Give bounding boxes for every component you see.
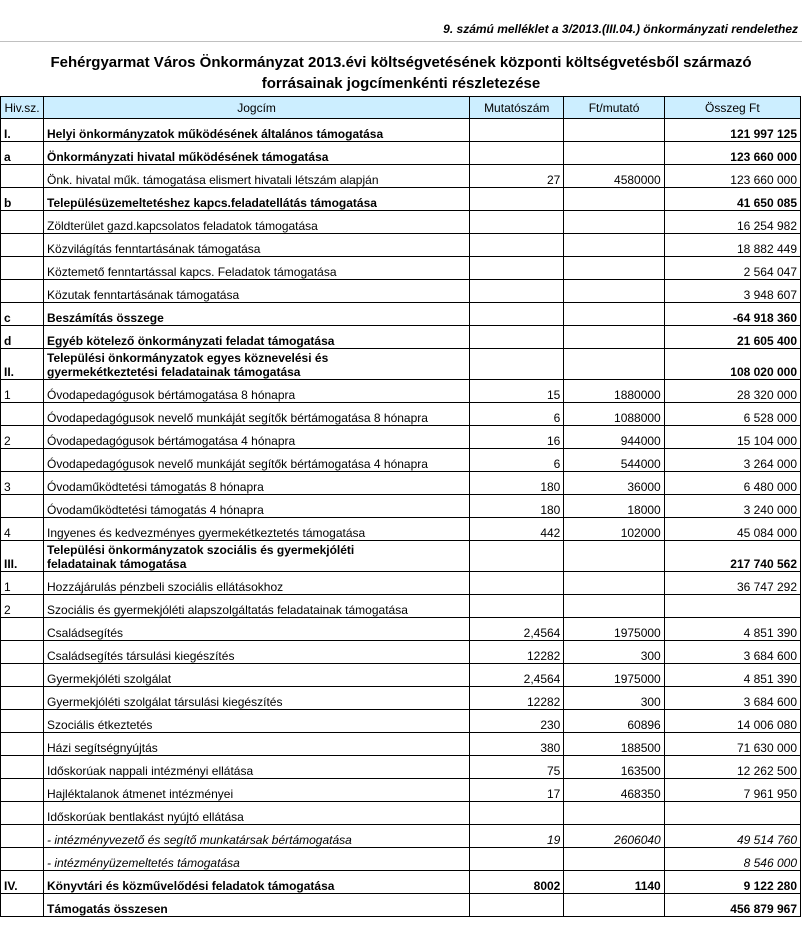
row-id: [1, 825, 44, 848]
table-row: [1, 495, 801, 518]
row-id: [1, 848, 44, 871]
row-label-line: Helyi önkormányzatok működésének általános támogatása: [47, 127, 384, 141]
row-osszeg: 2 564 047: [664, 257, 800, 280]
row-label-line: Óvodapedagógusok nevelő munkáját segítők bértámogatása 4 hónapra: [47, 457, 428, 471]
row-id: [1, 779, 44, 802]
row-label-line: Hozzájárulás pénzbeli szociális ellátásokhoz: [47, 580, 284, 594]
row-mutatoszam: [470, 257, 564, 280]
row-label-line: Gyermekjóléti szolgálat társulási kiegészítés: [47, 695, 283, 709]
row-label-line: - intézményüzemeltetés támogatása: [47, 856, 240, 870]
row-label-line: Családsegítés: [47, 626, 124, 640]
row-ft-mutato: 60896: [564, 710, 664, 733]
row-mutatoszam: 2,4564: [470, 664, 564, 687]
row-osszeg: 41 650 085: [664, 188, 800, 211]
row-id: [1, 618, 44, 641]
row-id: [1, 165, 44, 188]
row-osszeg: -64 918 360: [664, 303, 800, 326]
row-label: [44, 403, 470, 426]
table-row: [1, 572, 801, 595]
row-osszeg: 121 997 125: [664, 119, 800, 142]
row-mutatoszam: 180: [470, 495, 564, 518]
row-osszeg: 3 684 600: [664, 641, 800, 664]
row-id: III.: [1, 541, 44, 572]
table-row: [1, 188, 801, 211]
row-label: [44, 119, 470, 142]
row-ft-mutato: [564, 234, 664, 257]
row-label: [44, 426, 470, 449]
reference-text: 9. számú melléklet a 3/2013.(III.04.) önkormányzati rendelethez: [443, 22, 798, 36]
divider: [0, 41, 802, 42]
row-ft-mutato: [564, 257, 664, 280]
row-mutatoszam: [470, 848, 564, 871]
row-ft-mutato: [564, 848, 664, 871]
row-label-line: Óvodaműködtetési támogatás 8 hónapra: [47, 480, 264, 494]
row-label: [44, 211, 470, 234]
row-osszeg: [664, 802, 800, 825]
table-row: [1, 733, 801, 756]
header-jogcim: Jogcím: [44, 97, 470, 119]
reference-header: [0, 0, 802, 42]
row-label: [44, 871, 470, 894]
row-osszeg: 123 660 000: [664, 142, 800, 165]
row-id: 4: [1, 518, 44, 541]
row-id: [1, 211, 44, 234]
row-mutatoszam: 6: [470, 449, 564, 472]
row-label: [44, 518, 470, 541]
table-row: [1, 142, 801, 165]
title-line-2: forrásainak jogcímenkénti részletezése: [261, 75, 541, 92]
row-label-line: Közutak fenntartásának támogatása: [47, 288, 240, 302]
row-mutatoszam: [470, 326, 564, 349]
row-label: [44, 449, 470, 472]
row-ft-mutato: 2606040: [564, 825, 664, 848]
row-id: 2: [1, 426, 44, 449]
table-row: [1, 541, 801, 572]
row-id: [1, 710, 44, 733]
row-label: [44, 802, 470, 825]
row-osszeg: 18 882 449: [664, 234, 800, 257]
row-mutatoszam: 2,4564: [470, 618, 564, 641]
row-osszeg: 12 262 500: [664, 756, 800, 779]
row-ft-mutato: [564, 211, 664, 234]
row-ft-mutato: [564, 572, 664, 595]
row-label-line: Zöldterület gazd.kapcsolatos feladatok támogatása: [47, 219, 318, 233]
row-osszeg: 4 851 390: [664, 664, 800, 687]
row-id: c: [1, 303, 44, 326]
row-id: [1, 495, 44, 518]
row-label-line: Köztemető fenntartással kapcs. Feladatok támogatása: [47, 265, 337, 279]
row-mutatoszam: 15: [470, 380, 564, 403]
row-id: [1, 687, 44, 710]
row-label: [44, 848, 470, 871]
row-id: II.: [1, 349, 44, 380]
row-id: d: [1, 326, 44, 349]
table-row: [1, 518, 801, 541]
table-row: [1, 664, 801, 687]
row-ft-mutato: 1975000: [564, 618, 664, 641]
row-ft-mutato: [564, 541, 664, 572]
row-mutatoszam: [470, 572, 564, 595]
row-id: [1, 257, 44, 280]
row-label-line: Időskorúak bentlakást nyújtó ellátása: [47, 810, 244, 824]
row-ft-mutato: 163500: [564, 756, 664, 779]
row-mutatoszam: 12282: [470, 641, 564, 664]
table-row: [1, 211, 801, 234]
row-label-line: Időskorúak nappali intézményi ellátása: [47, 764, 254, 778]
row-osszeg: 15 104 000: [664, 426, 800, 449]
row-id: b: [1, 188, 44, 211]
row-ft-mutato: [564, 142, 664, 165]
row-osszeg: [664, 595, 800, 618]
row-label: [44, 188, 470, 211]
row-label-line: Óvodapedagógusok nevelő munkáját segítők bértámogatása 8 hónapra: [47, 411, 428, 425]
row-osszeg: 21 605 400: [664, 326, 800, 349]
row-mutatoszam: 12282: [470, 687, 564, 710]
row-label-line-2: gyermekétkeztetési feladatainak támogatása: [47, 365, 301, 379]
table-row: [1, 257, 801, 280]
row-osszeg: 3 684 600: [664, 687, 800, 710]
row-ft-mutato: [564, 280, 664, 303]
row-label: [44, 687, 470, 710]
table-row: [1, 472, 801, 495]
row-label: [44, 349, 470, 380]
row-mutatoszam: 230: [470, 710, 564, 733]
row-label-line: Egyéb kötelező önkormányzati feladat támogatása: [47, 334, 335, 348]
row-label-line: Önk. hivatal műk. támogatása elismert hivatali létszám alapján: [47, 173, 379, 187]
row-osszeg: 7 961 950: [664, 779, 800, 802]
row-osszeg: 3 264 000: [664, 449, 800, 472]
row-label: [44, 380, 470, 403]
row-mutatoszam: [470, 188, 564, 211]
row-osszeg: 6 528 000: [664, 403, 800, 426]
row-ft-mutato: [564, 595, 664, 618]
row-osszeg: 4 851 390: [664, 618, 800, 641]
row-osszeg: 36 747 292: [664, 572, 800, 595]
row-ft-mutato: 102000: [564, 518, 664, 541]
row-label-line: Házi segítségnyújtás: [47, 741, 158, 755]
row-ft-mutato: [564, 188, 664, 211]
table-row: [1, 894, 801, 917]
row-mutatoszam: 442: [470, 518, 564, 541]
row-ft-mutato: 1975000: [564, 664, 664, 687]
row-id: [1, 733, 44, 756]
row-ft-mutato: 188500: [564, 733, 664, 756]
row-mutatoszam: [470, 595, 564, 618]
row-osszeg: 123 660 000: [664, 165, 800, 188]
row-label: [44, 165, 470, 188]
table-row: [1, 710, 801, 733]
row-osszeg: 16 254 982: [664, 211, 800, 234]
table-row: [1, 687, 801, 710]
row-ft-mutato: 1140: [564, 871, 664, 894]
row-label: [44, 641, 470, 664]
row-label: [44, 894, 470, 917]
row-osszeg: 71 630 000: [664, 733, 800, 756]
row-label: [44, 618, 470, 641]
row-label-line: Támogatás összesen: [47, 902, 168, 916]
row-mutatoszam: [470, 211, 564, 234]
title-line-1: Fehérgyarmat Város Önkormányzat 2013.évi költségvetésének központi költségvetésből származó: [50, 54, 752, 71]
table-row: [1, 779, 801, 802]
row-id: [1, 641, 44, 664]
row-ft-mutato: 18000: [564, 495, 664, 518]
row-osszeg: 9 122 280: [664, 871, 800, 894]
row-label: [44, 779, 470, 802]
row-label-line: Beszámítás összege: [47, 311, 164, 325]
row-mutatoszam: 19: [470, 825, 564, 848]
row-mutatoszam: [470, 541, 564, 572]
row-label-line: Települési önkormányzatok szociális és gyermekjóléti: [47, 543, 355, 557]
table-row: [1, 595, 801, 618]
table-row: [1, 303, 801, 326]
row-ft-mutato: 36000: [564, 472, 664, 495]
row-label: [44, 142, 470, 165]
row-label-line: Szociális étkeztetés: [47, 718, 153, 732]
row-mutatoszam: [470, 280, 564, 303]
row-label: [44, 572, 470, 595]
row-mutatoszam: [470, 119, 564, 142]
row-id: [1, 234, 44, 257]
row-ft-mutato: 4580000: [564, 165, 664, 188]
row-osszeg: 45 084 000: [664, 518, 800, 541]
table-row: [1, 641, 801, 664]
row-ft-mutato: 944000: [564, 426, 664, 449]
row-osszeg: 3 240 000: [664, 495, 800, 518]
row-ft-mutato: [564, 119, 664, 142]
row-mutatoszam: 6: [470, 403, 564, 426]
table-row: [1, 326, 801, 349]
row-id: [1, 403, 44, 426]
row-label: [44, 472, 470, 495]
table-row: [1, 380, 801, 403]
row-ft-mutato: [564, 802, 664, 825]
row-id: 1: [1, 572, 44, 595]
page-title: [0, 52, 802, 94]
header-osszeg: Összeg Ft: [664, 97, 800, 119]
row-ft-mutato: [564, 303, 664, 326]
row-label-line: Gyermekjóléti szolgálat: [47, 672, 172, 686]
row-label-line: Óvodapedagógusok bértámogatása 4 hónapra: [47, 434, 296, 448]
row-ft-mutato: [564, 326, 664, 349]
row-label: [44, 733, 470, 756]
header-mutatoszam: Mutatószám: [470, 97, 564, 119]
row-mutatoszam: [470, 802, 564, 825]
table-row: [1, 802, 801, 825]
row-osszeg: 3 948 607: [664, 280, 800, 303]
row-osszeg: 28 320 000: [664, 380, 800, 403]
row-ft-mutato: 468350: [564, 779, 664, 802]
row-mutatoszam: 180: [470, 472, 564, 495]
row-osszeg: 6 480 000: [664, 472, 800, 495]
row-label: [44, 234, 470, 257]
row-id: [1, 802, 44, 825]
row-mutatoszam: [470, 349, 564, 380]
table-row: [1, 234, 801, 257]
row-id: IV.: [1, 871, 44, 894]
table-row: [1, 349, 801, 380]
row-label-line: - intézményvezető és segítő munkatársak bértámogatása: [47, 833, 352, 847]
table-row: [1, 280, 801, 303]
row-label-line: Ingyenes és kedvezményes gyermekétkeztetés támogatása: [47, 526, 366, 540]
row-label-line: Családsegítés társulási kiegészítés: [47, 649, 235, 663]
row-label-line: Óvodaműködtetési támogatás 4 hónapra: [47, 503, 264, 517]
row-mutatoszam: 27: [470, 165, 564, 188]
row-label: [44, 257, 470, 280]
row-id: 2: [1, 595, 44, 618]
row-id: 1: [1, 380, 44, 403]
table-row: [1, 449, 801, 472]
row-label: [44, 495, 470, 518]
row-mutatoszam: [470, 303, 564, 326]
row-label-line: Települési önkormányzatok egyes köznevelési és: [47, 351, 329, 365]
row-label-line: Könyvtári és közművelődési feladatok támogatása: [47, 879, 335, 893]
row-id: [1, 664, 44, 687]
row-id: I.: [1, 119, 44, 142]
table-row: [1, 426, 801, 449]
header-ft-mutato: Ft/mutató: [564, 97, 664, 119]
row-mutatoszam: [470, 142, 564, 165]
row-ft-mutato: 1088000: [564, 403, 664, 426]
row-osszeg: 49 514 760: [664, 825, 800, 848]
row-ft-mutato: 300: [564, 687, 664, 710]
row-id: [1, 449, 44, 472]
header-hivsz: Hiv.sz.: [1, 97, 44, 119]
row-id: [1, 756, 44, 779]
row-osszeg: 456 879 967: [664, 894, 800, 917]
table-row: [1, 165, 801, 188]
header-row: [1, 97, 801, 119]
row-id: [1, 280, 44, 303]
row-ft-mutato: 1880000: [564, 380, 664, 403]
row-id: [1, 894, 44, 917]
table-row: [1, 618, 801, 641]
row-ft-mutato: [564, 349, 664, 380]
table-row: [1, 871, 801, 894]
row-label-line: Óvodapedagógusok bértámogatása 8 hónapra: [47, 388, 296, 402]
row-label: [44, 710, 470, 733]
table-row: [1, 825, 801, 848]
row-mutatoszam: 17: [470, 779, 564, 802]
table-row: [1, 119, 801, 142]
row-ft-mutato: 544000: [564, 449, 664, 472]
row-label: [44, 664, 470, 687]
row-label-line: Közvilágítás fenntartásának támogatása: [47, 242, 261, 256]
row-mutatoszam: [470, 894, 564, 917]
row-osszeg: 108 020 000: [664, 349, 800, 380]
row-ft-mutato: [564, 894, 664, 917]
row-mutatoszam: 8002: [470, 871, 564, 894]
row-label-line-2: feladatainak támogatása: [47, 557, 187, 571]
table-row: [1, 403, 801, 426]
row-mutatoszam: 380: [470, 733, 564, 756]
row-label-line: Önkormányzati hivatal működésének támogatása: [47, 150, 329, 164]
row-mutatoszam: 75: [470, 756, 564, 779]
row-label: [44, 303, 470, 326]
row-osszeg: 8 546 000: [664, 848, 800, 871]
row-label: [44, 280, 470, 303]
table-row: [1, 756, 801, 779]
row-label: [44, 756, 470, 779]
row-id: 3: [1, 472, 44, 495]
row-label-line: Hajléktalanok átmenet intézményei: [47, 787, 234, 801]
budget-table: [0, 96, 801, 917]
row-label-line: Szociális és gyermekjóléti alapszolgáltatás feladatainak támogatása: [47, 603, 408, 617]
row-mutatoszam: [470, 234, 564, 257]
row-label: [44, 541, 470, 572]
row-osszeg: 14 006 080: [664, 710, 800, 733]
row-mutatoszam: 16: [470, 426, 564, 449]
row-id: a: [1, 142, 44, 165]
row-osszeg: 217 740 562: [664, 541, 800, 572]
row-label: [44, 825, 470, 848]
row-ft-mutato: 300: [564, 641, 664, 664]
table-row: [1, 848, 801, 871]
row-label-line: Településüzemeltetéshez kapcs.feladatellátás támogatása: [47, 196, 377, 210]
row-label: [44, 326, 470, 349]
row-label: [44, 595, 470, 618]
